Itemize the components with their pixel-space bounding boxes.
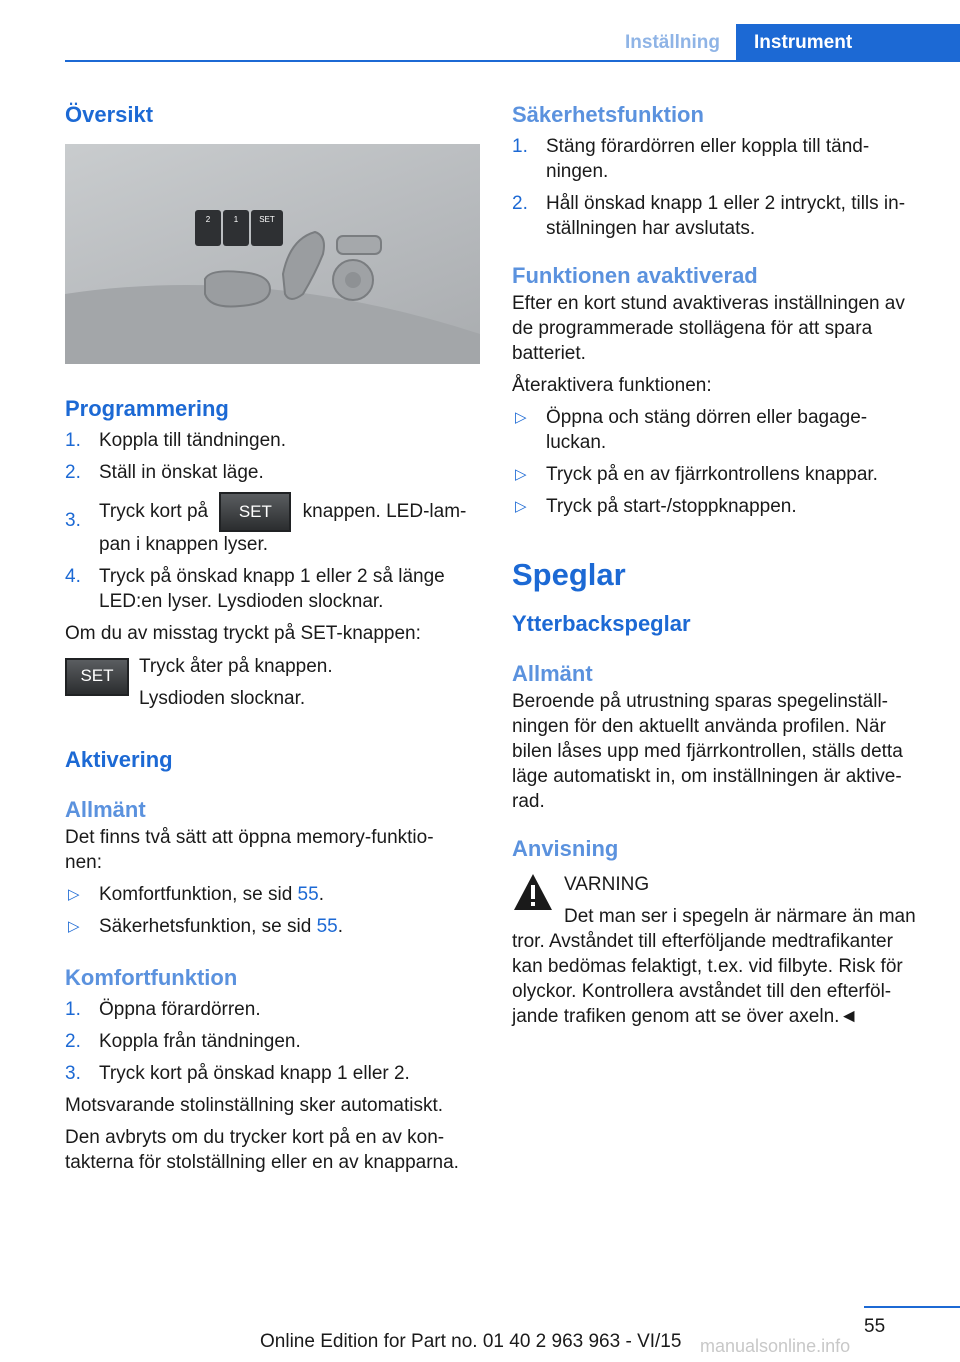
- warning-title: VARNING: [564, 874, 650, 895]
- right-column: [512, 100, 927, 1029]
- heading-allmant: Allmänt: [65, 797, 146, 822]
- button-2-label: 2: [205, 215, 211, 224]
- programmering-steps: [65, 428, 480, 614]
- warning-triangle-icon: [512, 872, 554, 912]
- reactivate-text: Återaktivera funktionen:: [512, 375, 712, 396]
- list-item: ▷ Tryck på en av fjärrkontrollens knappar.: [515, 464, 878, 485]
- list-item: 3. Tryck kort på önskad knapp 1 eller 2.: [65, 1063, 410, 1084]
- heading-allmant-speglar: Allmänt: [512, 661, 593, 686]
- avaktiverad-text: Efter en kort stund avaktiveras inställningen av de programmerade stollägena för att spara batteriet.: [512, 293, 905, 364]
- heading-ytterbackspeglar: Ytterbackspeglar: [512, 611, 691, 636]
- list-item: 3. Tryck kort på SET knappen. LED-lam‐ pan i knappen lyser.: [65, 492, 480, 557]
- list-item: 1. Öppna förardörren.: [65, 999, 261, 1020]
- heading-komfortfunktion: Komfortfunktion: [65, 965, 238, 990]
- list-item: 2. Håll önskad knapp 1 eller 2 intryckt, tills in‐ ställningen har avslutats.: [512, 193, 906, 239]
- komfort-auto-text: Motsvarande stolinställning sker automatiskt.: [65, 1095, 444, 1116]
- heading-funktionen-avaktiverad: Funktionen avaktiverad: [512, 263, 758, 288]
- press-again-text: Tryck åter på knappen.: [139, 656, 333, 677]
- set-button-icon: SET: [65, 658, 129, 696]
- aktivering-intro: Det finns två sätt att öppna memory-funktio‐ nen:: [65, 827, 434, 873]
- seat-controls-illustration: [65, 144, 480, 364]
- tab-installning[interactable]: Inställning: [625, 32, 720, 53]
- komfort-steps: [65, 997, 480, 1086]
- page-number: 55: [864, 1316, 886, 1337]
- heading-oversikt: Översikt: [65, 102, 154, 127]
- tab-instrument[interactable]: Instrument: [736, 24, 960, 62]
- warning-line-1: Det man ser i spegeln är närmare än man: [564, 906, 916, 927]
- list-item: ▷ Tryck på start-/stoppknappen.: [515, 496, 797, 517]
- list-item: ▷ Öppna och stäng dörren eller bagage‐ luckan.: [515, 407, 868, 453]
- warning-text: tror. Avståndet till efterföljande medtrafikanter kan bedömas felaktigt, t.ex. vid filbyte. Risk för olyckor. Kontrollera avståndet till den efterföl‐ jande trafiken genom att se över axeln.◄: [512, 931, 903, 1027]
- mistake-text: Om du av misstag tryckt på SET-knappen:: [65, 623, 421, 644]
- reactivate-options: [512, 405, 927, 519]
- list-item: 1. Stäng förardörren eller koppla till tänd‐ ningen.: [512, 136, 870, 182]
- led-off-text: Lysdioden slocknar.: [139, 688, 306, 709]
- sakerhet-steps: [512, 134, 927, 241]
- list-item: 2. Koppla från tändningen.: [65, 1031, 301, 1052]
- list-item: 1. Koppla till tändningen.: [65, 430, 286, 451]
- aktivering-options: [65, 882, 480, 939]
- seat-memory-photo: [65, 144, 480, 364]
- list-item: ▷ Säkerhetsfunktion, se sid 55.: [68, 916, 343, 937]
- heading-programmering: Programmering: [65, 396, 229, 421]
- page-link-55[interactable]: 55: [316, 916, 338, 937]
- page-link-55[interactable]: 55: [297, 884, 319, 905]
- left-column: [65, 100, 480, 1175]
- heading-aktivering: Aktivering: [65, 747, 173, 772]
- watermark: manualsonline.info: [700, 1336, 851, 1356]
- edition-text: Online Edition for Part no. 01 40 2 963 963 - VI/15: [260, 1331, 682, 1352]
- page-header: [65, 24, 960, 62]
- heading-sakerhetsfunktion: Säkerhetsfunktion: [512, 102, 704, 127]
- button-set-label: SET: [259, 215, 275, 224]
- warning-block: [512, 872, 927, 1029]
- heading-anvisning: Anvisning: [512, 836, 619, 861]
- set-button-icon: SET: [219, 492, 291, 532]
- list-item: 2. Ställ in önskat läge.: [65, 462, 264, 483]
- heading-speglar: Speglar: [512, 557, 626, 592]
- speglar-text: Beroende på utrustning sparas spegelinställ‐ ningen för den aktuellt använda profilen. När bilen låses upp med fjärrkontrollen, ställs detta läge automatiskt in, om inställningen är aktive‐ rad.: [512, 691, 903, 812]
- set-note: [65, 654, 480, 711]
- footer-divider: [864, 1306, 960, 1308]
- button-1-label: 1: [233, 215, 239, 224]
- list-item: ▷ Komfortfunktion, se sid 55.: [68, 884, 324, 905]
- komfort-cancel-text: Den avbryts om du trycker kort på en av kon‐ takterna för stolställning eller en av knapparna.: [65, 1127, 459, 1173]
- list-item: 4. Tryck på önskad knapp 1 eller 2 så länge LED:en lyser. Lysdioden slocknar.: [65, 566, 445, 612]
